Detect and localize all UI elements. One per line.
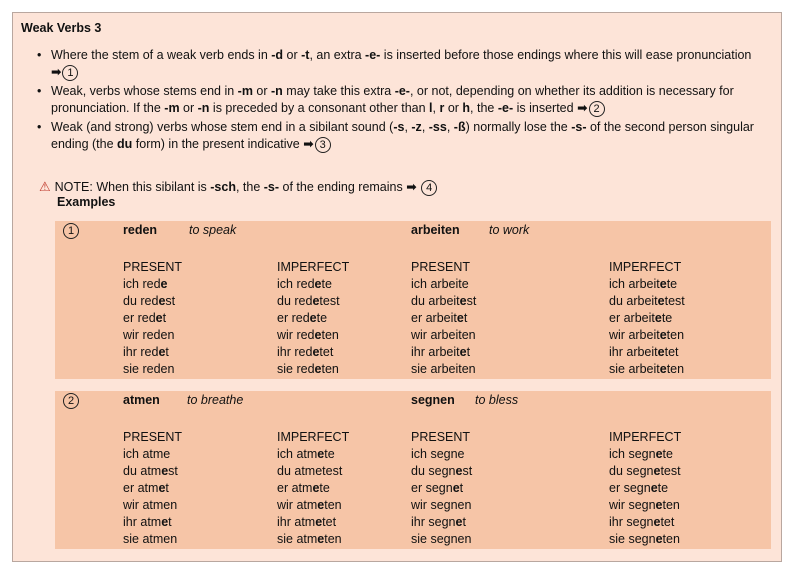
tense-header: IMPERFECT <box>277 260 350 274</box>
ref-number: 3 <box>315 137 331 153</box>
conjugation-form: ihr segnetet <box>609 515 675 529</box>
conjugation-form: ihr arbeitetet <box>609 345 679 359</box>
conjugation-column <box>411 259 476 378</box>
conjugation-form: sie atmen <box>123 532 178 546</box>
conjugation-form: du segnest <box>411 464 473 478</box>
arrow-icon: ➡ <box>303 137 314 151</box>
rules-list <box>33 47 779 155</box>
conjugation-form: ihr redetet <box>277 345 334 359</box>
conjugation-column <box>277 259 349 378</box>
conjugation-form: wir arbeiten <box>411 328 476 342</box>
conjugation-form: wir segneten <box>609 498 680 512</box>
conjugation-form: sie arbeiten <box>411 362 476 376</box>
tense-header: IMPERFECT <box>277 430 350 444</box>
conjugation-column <box>123 429 182 548</box>
conjugation-form: du arbeitest <box>411 294 477 308</box>
ref-number: 2 <box>589 101 605 117</box>
conjugation-column <box>411 429 472 548</box>
conjugation-form: sie redeten <box>277 362 339 376</box>
rule-item: • Weak (and strong) verbs whose stem end in a sibilant sound (-s, -z, -ss, -ß) normally lose the -s- of the second person singular ending (the du form) in the present indicative ➡ 3 <box>33 119 779 153</box>
verb-gloss: to breathe <box>187 393 244 407</box>
rule-item: • Weak, verbs whose stems end in -m or -n may take this extra -e-, or not, depending on whether its addition is necessary for pronunciation. If the -m or -n is preceded by a consonant other than l, r or h, the -e- is inserted ➡ 2 <box>33 83 779 117</box>
note: ⚠ NOTE: When this sibilant is -sch, the -s- of the ending remains ➡ 4 <box>39 178 437 196</box>
ref-number: 4 <box>421 180 437 196</box>
ref-number: 1 <box>63 223 79 239</box>
conjugation-form: wir redeten <box>277 328 339 342</box>
conjugation-form: er redete <box>277 311 328 325</box>
conjugation-form: sie segnen <box>411 532 472 546</box>
warning-icon: ⚠ <box>39 179 51 194</box>
conjugation-form: ihr arbeitet <box>411 345 471 359</box>
conjugation-form: du redetest <box>277 294 340 308</box>
conjugation-form: er segnet <box>411 481 464 495</box>
section-title: Weak Verbs 3 <box>21 21 102 35</box>
tense-header: PRESENT <box>411 430 471 444</box>
verb-infinitive: arbeiten <box>411 223 460 237</box>
conjugation-column <box>609 259 685 378</box>
verb-infinitive: atmen <box>123 393 160 407</box>
conjugation-form: er segnete <box>609 481 669 495</box>
conjugation-form: du arbeitetest <box>609 294 685 308</box>
conjugation-column <box>609 429 681 548</box>
conjugation-form: wir segnen <box>411 498 472 512</box>
conjugation-form: ich redete <box>277 277 332 291</box>
conjugation-form: sie reden <box>123 362 175 376</box>
arrow-icon: ➡ <box>406 180 417 194</box>
conjugation-form: du atmetest <box>277 464 343 478</box>
conjugation-form: ihr atmetet <box>277 515 337 529</box>
conjugation-form: du redest <box>123 294 176 308</box>
conjugation-form: wir atmen <box>123 498 178 512</box>
ref-number: 2 <box>63 393 79 409</box>
conjugation-form: sie arbeiteten <box>609 362 685 376</box>
conjugation-form: er redet <box>123 311 167 325</box>
conjugation-column <box>277 429 349 548</box>
conjugation-form: wir atmeten <box>277 498 342 512</box>
tense-header: IMPERFECT <box>609 430 682 444</box>
tense-header: IMPERFECT <box>609 260 682 274</box>
conjugation-form: er arbeitet <box>411 311 468 325</box>
ref-number: 1 <box>62 65 78 81</box>
conjugation-form: ich rede <box>123 277 168 291</box>
conjugation-form: ich arbeitete <box>609 277 678 291</box>
conjugation-form: ich atme <box>123 447 171 461</box>
conjugation-form: er arbeitete <box>609 311 673 325</box>
conjugation-form: er atmet <box>123 481 169 495</box>
tense-header: PRESENT <box>411 260 471 274</box>
conjugation-form: sie atmeten <box>277 532 342 546</box>
tense-header: PRESENT <box>123 260 183 274</box>
conjugation-form: ich atmete <box>277 447 335 461</box>
examples-heading: Examples <box>57 195 116 209</box>
conjugation-form: wir arbeiteten <box>609 328 685 342</box>
verb-gloss: to bless <box>475 393 519 407</box>
conjugation-form: ihr redet <box>123 345 169 359</box>
weak-verbs-card <box>12 12 782 562</box>
verb-gloss: to speak <box>189 223 237 237</box>
conjugation-form: du atmest <box>123 464 178 478</box>
tense-header: PRESENT <box>123 430 183 444</box>
example-panel <box>55 391 771 549</box>
conjugation-form: ich segne <box>411 447 465 461</box>
conjugation-form: ihr atmet <box>123 515 172 529</box>
conjugation-column <box>123 259 182 378</box>
verb-infinitive: reden <box>123 223 158 237</box>
conjugation-form: du segnetest <box>609 464 681 478</box>
example-panel <box>55 221 771 379</box>
conjugation-form: sie segneten <box>609 532 680 546</box>
conjugation-form: ich arbeite <box>411 277 469 291</box>
rule-item: • Where the stem of a weak verb ends in -d or -t, an extra -e- is inserted before those endings where this will ease pronunciation ➡ 1 <box>33 47 779 81</box>
conjugation-form: ihr segnet <box>411 515 466 529</box>
conjugation-form: ich segnete <box>609 447 673 461</box>
conjugation-form: er atmete <box>277 481 330 495</box>
conjugation-form: wir reden <box>123 328 175 342</box>
arrow-icon: ➡ <box>51 65 62 79</box>
verb-gloss: to work <box>489 223 530 237</box>
verb-infinitive: segnen <box>411 393 455 407</box>
arrow-icon: ➡ <box>577 101 588 115</box>
